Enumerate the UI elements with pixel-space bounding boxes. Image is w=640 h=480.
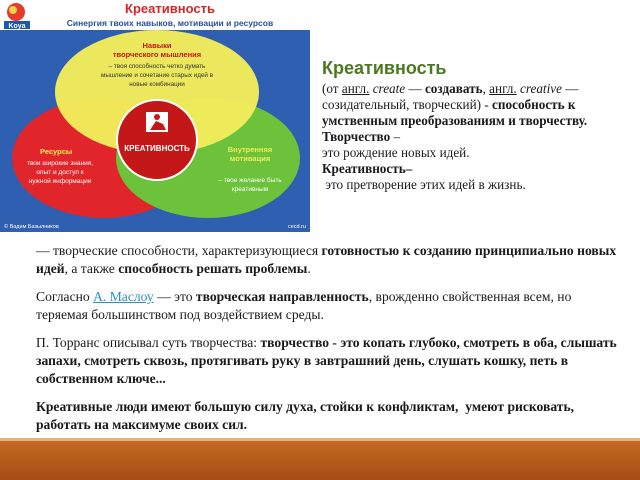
- paragraph-2: Согласно А. Маслоу — это творческая направленность, врожденно свойственная всем, но теряемая большинством под воздействием среды.: [36, 289, 572, 322]
- definition-title: Креативность: [322, 58, 447, 78]
- definition-line-3: умственным преобразованиям и творчеству.: [322, 113, 588, 128]
- definition-line-5: это рождение новых идей.: [322, 145, 470, 160]
- figure-source: cecd.ru: [287, 224, 306, 230]
- figure-credit: © Вадим Базылников: [4, 224, 59, 230]
- skills-line: новые комбинации: [129, 81, 185, 88]
- definition-line-1: (от англ. create — создавать, англ. creative —: [322, 81, 579, 96]
- abbr-link[interactable]: англ.: [341, 81, 370, 96]
- motivation-line: креативным: [231, 186, 269, 193]
- banner-subtitle: Синергия твоих навыков, мотивации и ресурсов: [66, 18, 274, 28]
- definition-line-7: это претворение этих идей в жизнь.: [322, 177, 526, 192]
- resources-line: твои широкие знания,: [26, 160, 94, 167]
- skills-heading-2: творческого мышления: [112, 50, 202, 59]
- skills-line: мышление и сочетание старых идей в: [100, 72, 214, 79]
- definition-line-4: Творчество –: [322, 129, 401, 144]
- creativity-venn-figure: [0, 0, 310, 232]
- resources-heading: Ресурсы: [40, 147, 73, 156]
- skills-line: – твоя способность четко думать: [108, 63, 206, 70]
- paragraph-4: Креативные люди имеют большую силу духа, стойки к конфликтам, умеют рисковать, работать на максимуме своих сил.: [36, 399, 578, 432]
- resources-line: опыт и доступ к: [36, 169, 84, 176]
- resources-line: нужной информации: [28, 178, 92, 185]
- abbr-link[interactable]: англ.: [489, 81, 517, 96]
- definition-block: [322, 58, 634, 193]
- banner-title: Креативность: [125, 1, 215, 16]
- paragraph-3: П. Торранс описывал суть творчества: творчество - это копать глубоко, смотреть в оба, слышать запахи, смотреть сквозь, протягивать руку в завтрашний день, слушать кошку, петь в собственном ключе...: [36, 335, 617, 386]
- skills-heading: Навыки: [142, 41, 172, 50]
- paragraph-1: — творческие способности, характеризующиеся готовностью к созданию принципиально новых идей, а также способность решать проблемы.: [36, 243, 617, 276]
- center-label: КРЕАТИВНОСТЬ: [124, 144, 190, 153]
- definition-line-6: Креативность–: [322, 161, 413, 176]
- footer-bar: [0, 441, 640, 480]
- logo-text: Koya: [8, 23, 26, 30]
- motivation-heading-2: мотивация: [229, 154, 271, 163]
- definition-line-2: созидательный, творческий) - способность к: [322, 97, 576, 112]
- body-text: [36, 242, 626, 444]
- creative-person-icon: [146, 112, 168, 132]
- maslow-link[interactable]: А. Маслоу: [93, 289, 154, 304]
- motivation-heading: Внутренняя: [227, 145, 273, 154]
- motivation-line: – твое желание быть: [218, 177, 282, 184]
